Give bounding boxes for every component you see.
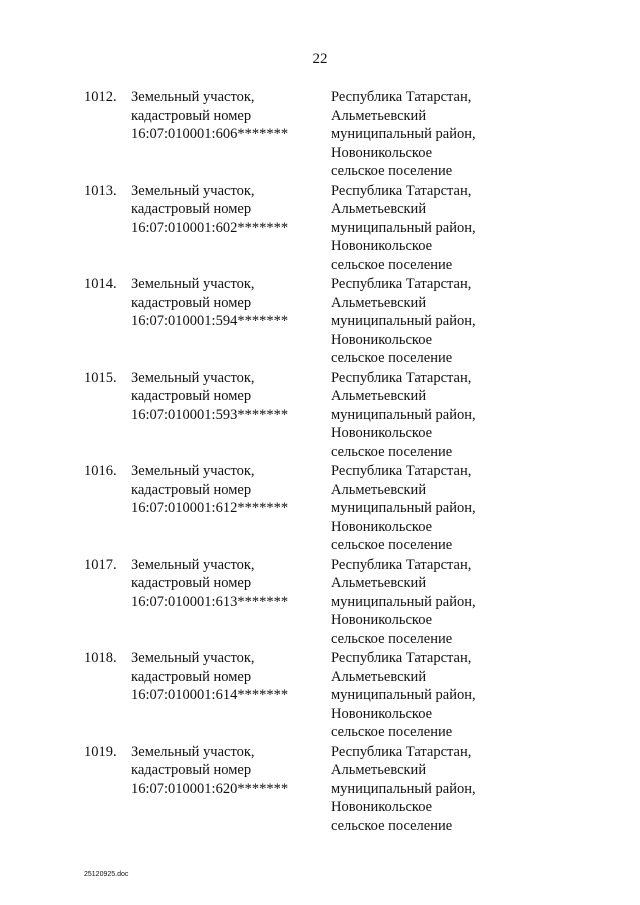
entry-number: 1013. — [84, 182, 117, 199]
object-line: кадастровый номер — [131, 294, 252, 311]
object-line: кадастровый номер — [131, 481, 252, 498]
object-line: кадастровый номер — [131, 388, 252, 404]
entry-address — [331, 462, 571, 555]
address-line: сельское поселение — [331, 350, 453, 366]
address-line: муниципальный район, — [331, 780, 476, 797]
address-line: Новоникольское — [331, 238, 433, 254]
object-line: 16:07:010001:614******* — [131, 687, 289, 703]
entry-object — [131, 275, 321, 331]
entry-object — [131, 369, 321, 425]
address-line: Новоникольское — [331, 425, 433, 441]
object-line: кадастровый номер — [131, 201, 252, 217]
entry-address — [331, 88, 571, 181]
object-line: Земельный участок, — [131, 463, 255, 479]
object-line: Земельный участок, — [131, 650, 255, 666]
object-line: 16:07:010001:602******* — [131, 219, 289, 236]
address-line: муниципальный район, — [331, 687, 476, 703]
address-line: Республика Татарстан, — [331, 743, 472, 760]
object-line: кадастровый номер — [131, 575, 252, 591]
entry-number: 1016. — [84, 463, 117, 479]
address-line: муниципальный район, — [331, 313, 476, 329]
page-number: 22 — [312, 51, 328, 67]
list-item — [0, 369, 640, 463]
address-line: сельское поселение — [331, 163, 453, 179]
object-line: 16:07:010001:613******* — [131, 593, 289, 610]
address-line: сельское поселение — [331, 537, 453, 553]
address-line: Новоникольское — [331, 331, 433, 348]
entry-object — [131, 182, 321, 238]
address-line: Альметьевский — [331, 294, 427, 311]
list-item — [0, 556, 640, 650]
address-line: Альметьевский — [331, 107, 427, 124]
object-line: Земельный участок, — [131, 89, 255, 105]
entry-number: 1012. — [84, 89, 117, 105]
entry-address — [331, 275, 571, 368]
file-name-footer: 25120925.doc — [84, 871, 129, 878]
address-line: муниципальный район, — [331, 406, 476, 423]
address-line: сельское поселение — [331, 724, 453, 740]
list-item — [0, 649, 640, 743]
object-line: кадастровый номер — [131, 668, 252, 685]
entry-object — [131, 743, 321, 799]
address-line: Новоникольское — [331, 144, 433, 161]
entry-number: 1014. — [84, 276, 117, 292]
entry-address — [331, 182, 571, 275]
object-line: Земельный участок, — [131, 369, 255, 386]
address-line: Новоникольское — [331, 705, 433, 722]
address-line: Альметьевский — [331, 388, 427, 404]
address-line: Республика Татарстан, — [331, 369, 472, 386]
address-line: Альметьевский — [331, 481, 427, 498]
list-item — [0, 743, 640, 837]
object-line: Земельный участок, — [131, 276, 255, 292]
address-line: сельское поселение — [331, 817, 453, 834]
address-line: Республика Татарстан, — [331, 463, 472, 479]
object-line: 16:07:010001:620******* — [131, 780, 289, 797]
entry-address — [331, 369, 571, 462]
address-line: муниципальный район, — [331, 500, 476, 516]
list-item — [0, 462, 640, 556]
address-line: Республика Татарстан, — [331, 182, 472, 199]
entry-object — [131, 649, 321, 705]
address-line: сельское поселение — [331, 630, 453, 647]
address-line: Новоникольское — [331, 612, 433, 628]
object-line: 16:07:010001:594******* — [131, 313, 289, 329]
object-line: кадастровый номер — [131, 107, 252, 124]
object-line: Земельный участок, — [131, 743, 255, 760]
address-line: Новоникольское — [331, 799, 433, 815]
address-line: Новоникольское — [331, 518, 433, 535]
address-line: Альметьевский — [331, 201, 427, 217]
entry-address — [331, 743, 571, 836]
address-line: муниципальный район, — [331, 219, 476, 236]
object-line: 16:07:010001:612******* — [131, 500, 289, 516]
entry-address — [331, 649, 571, 742]
object-line: кадастровый номер — [131, 762, 252, 778]
address-line: сельское поселение — [331, 256, 453, 273]
address-line: Альметьевский — [331, 575, 427, 591]
address-line: сельское поселение — [331, 443, 453, 460]
address-line: муниципальный район, — [331, 593, 476, 610]
address-line: муниципальный район, — [331, 126, 476, 142]
entry-number: 1019. — [84, 743, 117, 760]
list-item — [0, 88, 640, 182]
list-item — [0, 182, 640, 276]
address-line: Республика Татарстан, — [331, 556, 472, 573]
entry-object — [131, 556, 321, 612]
entries-list — [0, 88, 640, 836]
entry-object — [131, 88, 321, 144]
entry-number: 1015. — [84, 369, 117, 386]
list-item — [0, 275, 640, 369]
address-line: Республика Татарстан, — [331, 650, 472, 666]
address-line: Республика Татарстан, — [331, 276, 472, 292]
address-line: Республика Татарстан, — [331, 89, 472, 105]
entry-address — [331, 556, 571, 649]
entry-number: 1017. — [84, 556, 117, 573]
address-line: Альметьевский — [331, 668, 427, 685]
address-line: Альметьевский — [331, 762, 427, 778]
object-line: Земельный участок, — [131, 182, 255, 199]
object-line: 16:07:010001:606******* — [131, 126, 289, 142]
object-line: Земельный участок, — [131, 556, 255, 573]
entry-object — [131, 462, 321, 518]
entry-number: 1018. — [84, 650, 117, 666]
object-line: 16:07:010001:593******* — [131, 406, 289, 423]
